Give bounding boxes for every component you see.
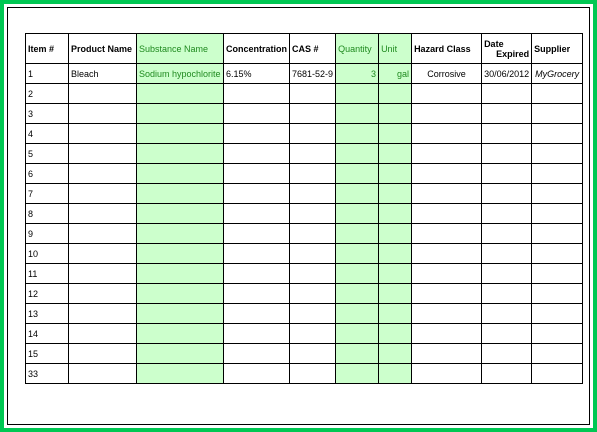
cell-item[interactable]: 10	[26, 244, 69, 264]
table-row	[26, 84, 583, 104]
cell-date[interactable]	[482, 244, 532, 264]
cell-unit[interactable]	[379, 264, 412, 284]
cell-cas[interactable]	[290, 264, 336, 284]
cell-item[interactable]: 6	[26, 164, 69, 184]
cell-hazard[interactable]	[412, 184, 482, 204]
cell-item[interactable]: 2	[26, 84, 69, 104]
date-header-line1: Date	[484, 38, 504, 49]
cell-supplier[interactable]	[532, 304, 583, 324]
cell-date[interactable]	[482, 124, 532, 144]
cell-quantity[interactable]	[336, 104, 379, 124]
cell-product[interactable]	[69, 104, 137, 124]
col-header-date[interactable]	[482, 34, 532, 64]
cell-date[interactable]	[482, 284, 532, 304]
cell-product[interactable]	[69, 124, 137, 144]
cell-item[interactable]: 5	[26, 144, 69, 164]
cell-unit[interactable]	[379, 304, 412, 324]
cell-date[interactable]	[482, 264, 532, 284]
cell-item[interactable]: 3	[26, 104, 69, 124]
cell-supplier[interactable]	[532, 324, 583, 344]
cell-concentration[interactable]	[224, 244, 290, 264]
cell-concentration[interactable]	[224, 364, 290, 384]
cell-concentration[interactable]	[224, 184, 290, 204]
cell-concentration[interactable]	[224, 284, 290, 304]
cell-date[interactable]	[482, 104, 532, 124]
cell-cas[interactable]	[290, 284, 336, 304]
cell-hazard[interactable]	[412, 324, 482, 344]
table-row	[26, 64, 583, 84]
cell-date[interactable]	[482, 164, 532, 184]
cell-cas[interactable]	[290, 244, 336, 264]
cell-supplier[interactable]	[532, 344, 583, 364]
cell-cas[interactable]	[290, 224, 336, 244]
cell-cas[interactable]	[290, 364, 336, 384]
cell-concentration[interactable]	[224, 324, 290, 344]
cell-quantity[interactable]	[336, 344, 379, 364]
cell-hazard[interactable]	[412, 304, 482, 324]
cell-date[interactable]	[482, 184, 532, 204]
cell-item[interactable]: 1	[26, 64, 69, 84]
cell-substance[interactable]	[137, 84, 224, 104]
cell-unit[interactable]	[379, 84, 412, 104]
cell-unit[interactable]	[379, 184, 412, 204]
cell-substance[interactable]	[137, 184, 224, 204]
cell-quantity[interactable]	[336, 224, 379, 244]
col-header-quantity[interactable]: Quantity	[336, 34, 379, 64]
cell-supplier[interactable]	[532, 84, 583, 104]
cell-concentration[interactable]	[224, 104, 290, 124]
cell-product[interactable]	[69, 84, 137, 104]
cell-cas[interactable]	[290, 144, 336, 164]
cell-substance[interactable]	[137, 264, 224, 284]
cell-item[interactable]: 11	[26, 264, 69, 284]
cell-supplier[interactable]	[532, 164, 583, 184]
cell-item[interactable]: 8	[26, 204, 69, 224]
table-row	[26, 304, 583, 324]
cell-substance[interactable]	[137, 344, 224, 364]
date-header-line2: Expired	[496, 48, 530, 59]
cell-unit[interactable]	[379, 124, 412, 144]
cell-concentration[interactable]: 6.15%	[224, 64, 290, 84]
cell-supplier[interactable]	[532, 264, 583, 284]
table-row	[26, 324, 583, 344]
cell-item[interactable]: 12	[26, 284, 69, 304]
cell-product[interactable]	[69, 324, 137, 344]
cell-cas[interactable]	[290, 204, 336, 224]
cell-concentration[interactable]	[224, 224, 290, 244]
cell-quantity[interactable]	[336, 164, 379, 184]
cell-unit[interactable]	[379, 164, 412, 184]
table-row	[26, 144, 583, 164]
cell-substance[interactable]	[137, 144, 224, 164]
cell-quantity[interactable]	[336, 264, 379, 284]
cell-unit[interactable]	[379, 364, 412, 384]
cell-cas[interactable]	[290, 344, 336, 364]
cell-concentration[interactable]	[224, 304, 290, 324]
cell-quantity[interactable]	[336, 144, 379, 164]
cell-item[interactable]: 14	[26, 324, 69, 344]
cell-hazard[interactable]	[412, 284, 482, 304]
cell-hazard[interactable]	[412, 84, 482, 104]
table-row	[26, 124, 583, 144]
cell-quantity[interactable]	[336, 204, 379, 224]
cell-substance[interactable]	[137, 104, 224, 124]
cell-quantity[interactable]	[336, 184, 379, 204]
cell-product[interactable]: Bleach	[69, 64, 137, 84]
cell-date[interactable]	[482, 144, 532, 164]
table-row	[26, 204, 583, 224]
table-row	[26, 104, 583, 124]
cell-hazard[interactable]	[412, 264, 482, 284]
cell-concentration[interactable]	[224, 164, 290, 184]
cell-date[interactable]	[482, 344, 532, 364]
table-row	[26, 284, 583, 304]
cell-substance[interactable]: Sodium hypochlorite	[137, 64, 224, 84]
cell-hazard[interactable]	[412, 364, 482, 384]
cell-date[interactable]	[482, 364, 532, 384]
cell-substance[interactable]	[137, 364, 224, 384]
cell-concentration[interactable]	[224, 264, 290, 284]
cell-unit[interactable]	[379, 284, 412, 304]
cell-unit[interactable]	[379, 144, 412, 164]
cell-hazard[interactable]	[412, 344, 482, 364]
cell-quantity[interactable]	[336, 124, 379, 144]
cell-hazard[interactable]	[412, 224, 482, 244]
cell-substance[interactable]	[137, 324, 224, 344]
cell-supplier[interactable]	[532, 104, 583, 124]
cell-product[interactable]	[69, 304, 137, 324]
cell-item[interactable]: 7	[26, 184, 69, 204]
table-row	[26, 344, 583, 364]
cell-item[interactable]: 33	[26, 364, 69, 384]
cell-product[interactable]	[69, 144, 137, 164]
cell-hazard[interactable]	[412, 244, 482, 264]
cell-substance[interactable]	[137, 164, 224, 184]
cell-quantity[interactable]	[336, 304, 379, 324]
cell-product[interactable]	[69, 164, 137, 184]
cell-item[interactable]: 9	[26, 224, 69, 244]
col-header-cas[interactable]: CAS #	[290, 34, 336, 64]
table-row	[26, 364, 583, 384]
cell-substance[interactable]	[137, 244, 224, 264]
cell-product[interactable]	[69, 204, 137, 224]
cell-unit[interactable]	[379, 224, 412, 244]
cell-product[interactable]	[69, 284, 137, 304]
cell-cas[interactable]	[290, 84, 336, 104]
cell-product[interactable]	[69, 244, 137, 264]
cell-hazard[interactable]	[412, 204, 482, 224]
cell-product[interactable]	[69, 364, 137, 384]
cell-concentration[interactable]	[224, 144, 290, 164]
cell-supplier[interactable]	[532, 184, 583, 204]
cell-substance[interactable]	[137, 124, 224, 144]
header-row	[26, 34, 583, 64]
table-row	[26, 264, 583, 284]
cell-item[interactable]: 4	[26, 124, 69, 144]
cell-hazard[interactable]	[412, 144, 482, 164]
cell-cas[interactable]	[290, 104, 336, 124]
cell-substance[interactable]	[137, 284, 224, 304]
cell-hazard[interactable]: Corrosive	[412, 64, 482, 84]
col-header-substance[interactable]: Substance Name	[137, 34, 224, 64]
cell-cas[interactable]	[290, 124, 336, 144]
cell-hazard[interactable]	[412, 164, 482, 184]
cell-quantity[interactable]	[336, 364, 379, 384]
cell-date[interactable]: 30/06/2012	[482, 64, 532, 84]
cell-product[interactable]	[69, 344, 137, 364]
cell-product[interactable]	[69, 224, 137, 244]
cell-date[interactable]	[482, 324, 532, 344]
col-header-product[interactable]: Product Name	[69, 34, 137, 64]
cell-unit[interactable]	[379, 324, 412, 344]
cell-cas[interactable]	[290, 324, 336, 344]
cell-date[interactable]	[482, 84, 532, 104]
cell-date[interactable]	[482, 304, 532, 324]
cell-quantity[interactable]	[336, 284, 379, 304]
cell-supplier[interactable]	[532, 144, 583, 164]
cell-supplier[interactable]: MyGrocery	[532, 64, 583, 84]
cell-concentration[interactable]	[224, 124, 290, 144]
col-header-unit[interactable]: Unit	[379, 34, 412, 64]
table-row	[26, 184, 583, 204]
cell-substance[interactable]	[137, 224, 224, 244]
inventory-table	[25, 33, 583, 384]
table-row	[26, 224, 583, 244]
cell-quantity[interactable]: 3	[336, 64, 379, 84]
cell-cas[interactable]	[290, 184, 336, 204]
cell-cas[interactable]: 7681-52-9	[290, 64, 336, 84]
cell-hazard[interactable]	[412, 124, 482, 144]
cell-concentration[interactable]	[224, 84, 290, 104]
col-header-concentration[interactable]: Concentration	[224, 34, 290, 64]
cell-quantity[interactable]	[336, 324, 379, 344]
cell-date[interactable]	[482, 224, 532, 244]
cell-hazard[interactable]	[412, 104, 482, 124]
cell-concentration[interactable]	[224, 344, 290, 364]
cell-concentration[interactable]	[224, 204, 290, 224]
table-row	[26, 244, 583, 264]
cell-substance[interactable]	[137, 204, 224, 224]
cell-item[interactable]: 15	[26, 344, 69, 364]
cell-unit[interactable]	[379, 204, 412, 224]
cell-date[interactable]	[482, 204, 532, 224]
table-row	[26, 164, 583, 184]
cell-supplier[interactable]	[532, 224, 583, 244]
cell-unit[interactable]	[379, 244, 412, 264]
cell-supplier[interactable]	[532, 244, 583, 264]
cell-supplier[interactable]	[532, 364, 583, 384]
cell-supplier[interactable]	[532, 204, 583, 224]
cell-supplier[interactable]	[532, 284, 583, 304]
cell-quantity[interactable]	[336, 84, 379, 104]
cell-product[interactable]	[69, 184, 137, 204]
cell-quantity[interactable]	[336, 244, 379, 264]
cell-unit[interactable]	[379, 344, 412, 364]
cell-substance[interactable]	[137, 304, 224, 324]
cell-cas[interactable]	[290, 304, 336, 324]
cell-item[interactable]: 13	[26, 304, 69, 324]
col-header-item[interactable]: Item #	[26, 34, 69, 64]
col-header-supplier[interactable]: Supplier	[532, 34, 583, 64]
cell-cas[interactable]	[290, 164, 336, 184]
cell-product[interactable]	[69, 264, 137, 284]
cell-supplier[interactable]	[532, 124, 583, 144]
col-header-hazard[interactable]: Hazard Class	[412, 34, 482, 64]
cell-unit[interactable]: gal	[379, 64, 412, 84]
cell-unit[interactable]	[379, 104, 412, 124]
